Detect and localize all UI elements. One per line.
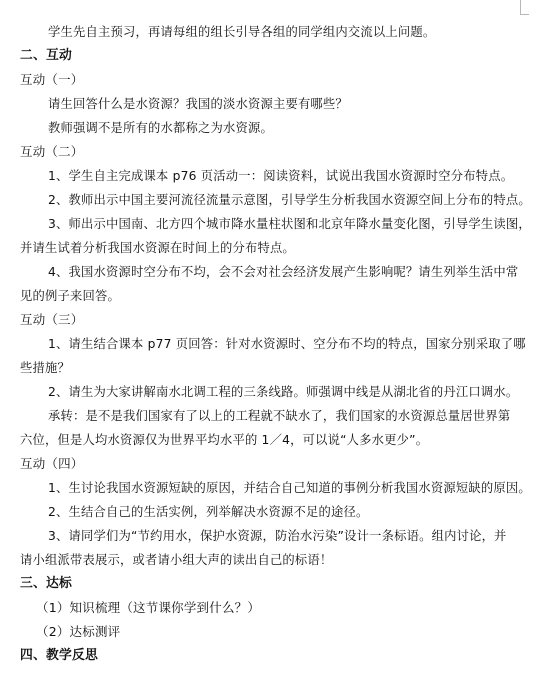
list-item-3-1-cont: 些措施？ — [20, 361, 70, 375]
subheading-interaction-4: 互动（四） — [20, 456, 84, 471]
paragraph-transition-cont: 六位，但是人均水资源仅为世界平均水平的 1／4，可以说“人多水更少”。 — [20, 433, 429, 447]
assessment-item-1: （1）知识梳理（这节课你学到什么？） — [36, 600, 261, 615]
paragraph-question-water: 请生回答什么是水资源？我国的淡水资源主要有哪些？ — [48, 97, 348, 111]
list-item-2-1: 1、学生自主完成课本 p76 页活动一：阅读资料，试说出我国水资源时空分布特点。 — [48, 169, 514, 183]
page-corner-mark — [520, 0, 529, 15]
list-item-4-1: 1、生讨论我国水资源短缺的原因，并结合自己知道的事例分析我国水资源短缺的原因。 — [48, 481, 531, 495]
section-heading-reflection: 四、教学反思 — [20, 648, 98, 663]
list-item-2-3-cont: 并请生试着分析我国水资源在时间上的分布特点。 — [20, 241, 295, 255]
paragraph-intro: 学生先自主预习，再请每组的组长引导各组的同学组内交流以上问题。 — [48, 25, 436, 39]
list-item-3-1: 1、请生结合课本 p77 页回答：针对水资源时、空分布不均的特点，国家分别采取了哪 — [48, 337, 526, 351]
list-item-2-3: 3、师出示中国南、北方四个城市降水量柱状图和北京年降水量变化图，引导学生读图， — [48, 217, 531, 231]
list-item-2-4-cont: 见的例子来回答。 — [20, 289, 120, 303]
section-heading-assessment: 三、达标 — [20, 576, 72, 591]
assessment-item-2: （2）达标测评 — [36, 624, 121, 639]
list-item-4-2: 2、生结合自己的生活实例，列举解决水资源不足的途径。 — [48, 505, 369, 519]
subheading-interaction-1: 互动（一） — [20, 72, 84, 87]
list-item-2-2: 2、教师出示中国主要河流径流量示意图，引导学生分析我国水资源空间上分布的特点。 — [48, 193, 531, 207]
list-item-3-2: 2、请生为大家讲解南水北调工程的三条线路。师强调中线是从湖北省的丹江口调水。 — [48, 385, 519, 399]
list-item-4-3-cont: 请小组派带表展示，或者请小组大声的读出自己的标语！ — [20, 553, 333, 567]
subheading-interaction-3: 互动（三） — [20, 312, 84, 327]
list-item-4-3: 3、请同学们为“节约用水，保护水资源，防治水污染”设计一条标语。组内讨论，并 — [48, 529, 507, 543]
paragraph-teacher-emphasis: 教师强调不是所有的水都称之为水资源。 — [48, 121, 273, 135]
subheading-interaction-2: 互动（二） — [20, 144, 84, 159]
section-heading-interaction: 二、互动 — [20, 48, 72, 63]
paragraph-transition: 承转：是不是我们国家有了以上的工程就不缺水了，我们国家的水资源总量居世界第 — [48, 409, 511, 423]
list-item-2-4: 4、我国水资源时空分布不均，会不会对社会经济发展产生影响呢？请生列举生活中常 — [48, 265, 519, 279]
